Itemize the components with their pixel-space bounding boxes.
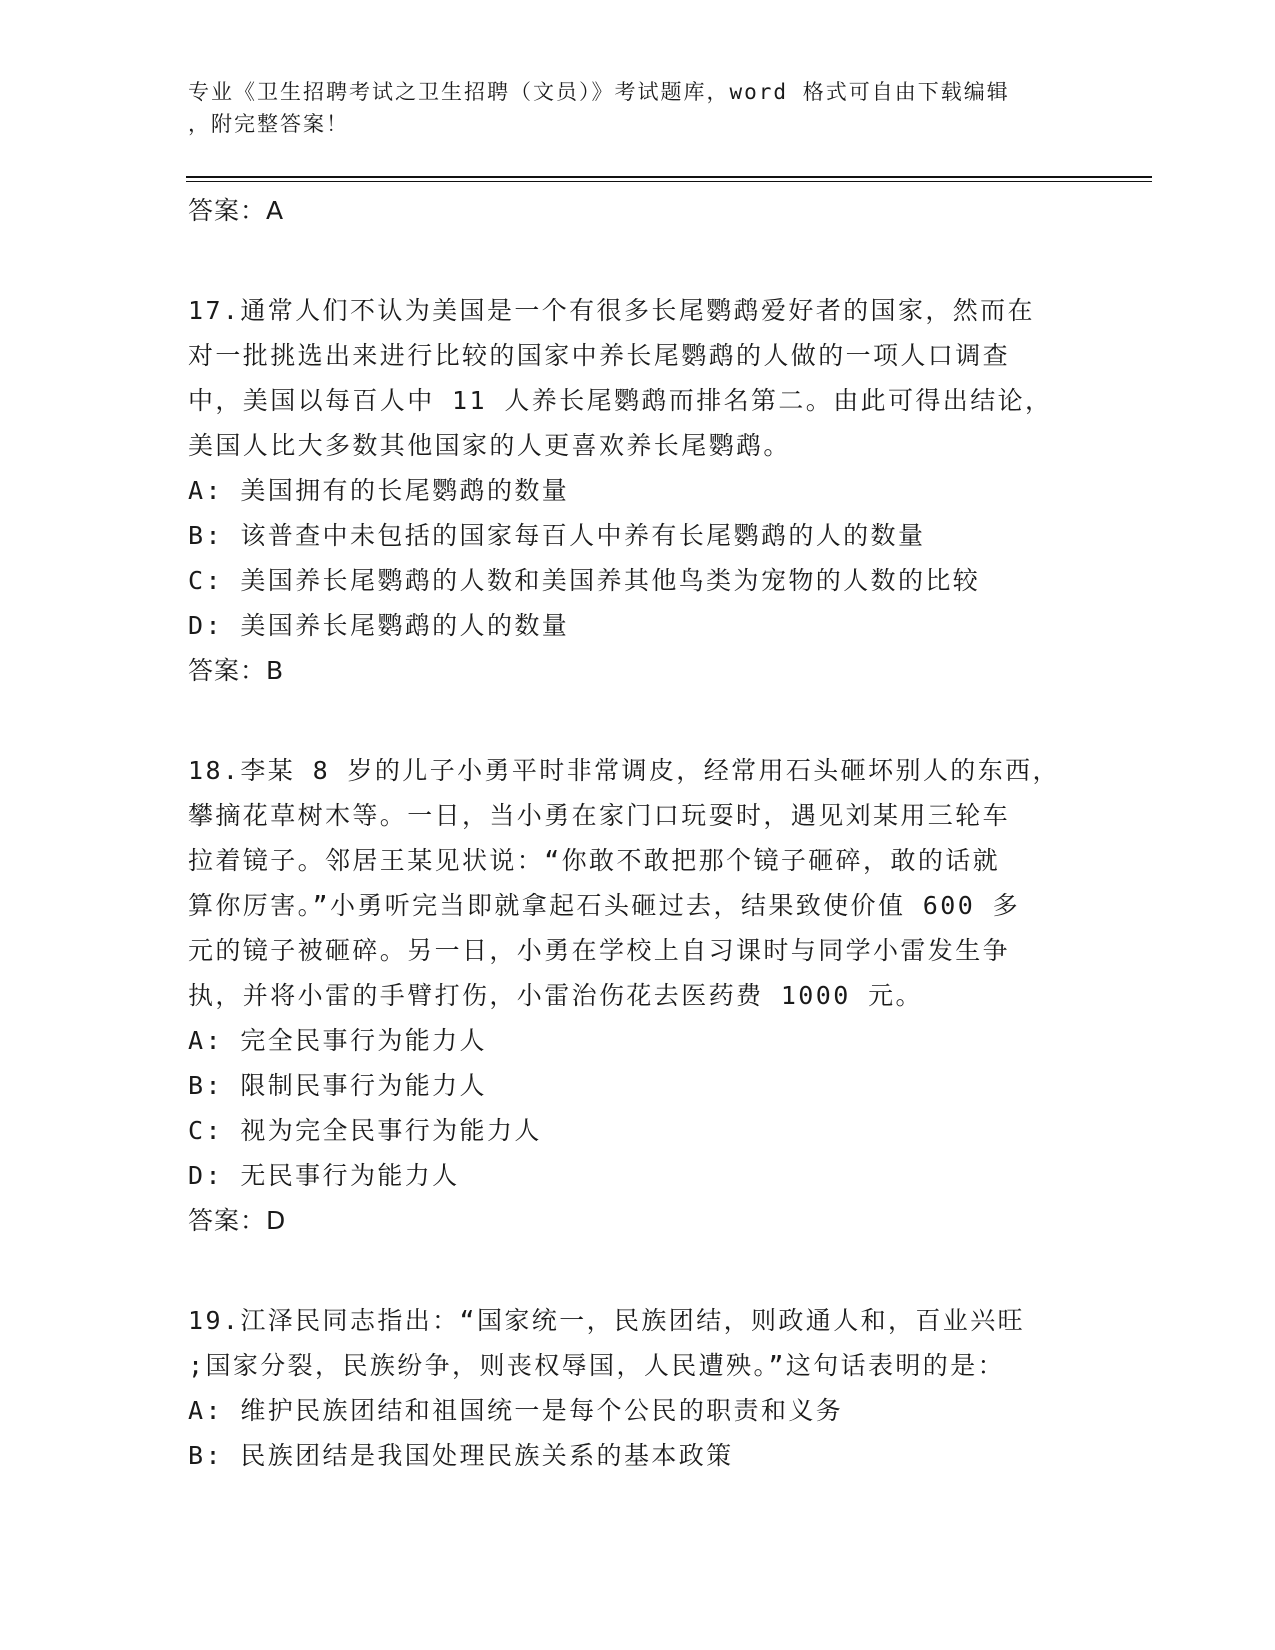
answer-17: 答案：B	[188, 656, 285, 685]
question-stem-line: 美国人比大多数其他国家的人更喜欢养长尾鹦鹉。	[188, 431, 791, 460]
option-d: D: 美国养长尾鹦鹉的人的数量	[188, 611, 570, 640]
question-stem-line: ;国家分裂，民族纷争，则丧权辱国，人民遭殃。”这句话表明的是：	[188, 1351, 1006, 1380]
question-19	[188, 1298, 1088, 1478]
question-list	[188, 188, 1088, 1478]
question-stem-line: 18.李某 8 岁的儿子小勇平时非常调皮，经常用石头砸坏别人的东西，	[188, 756, 1060, 785]
option-a: A: 美国拥有的长尾鹦鹉的数量	[188, 476, 570, 505]
answer-18: 答案：D	[188, 1206, 287, 1235]
question-stem-line: 19.江泽民同志指出：“国家统一，民族团结，则政通人和，百业兴旺	[188, 1306, 1026, 1335]
option-b: B: 该普查中未包括的国家每百人中养有长尾鹦鹉的人的数量	[188, 521, 926, 550]
option-d: D: 无民事行为能力人	[188, 1161, 460, 1190]
option-c: C: 视为完全民事行为能力人	[188, 1116, 542, 1145]
question-stem-line: 对一批挑选出来进行比较的国家中养长尾鹦鹉的人做的一项人口调查	[188, 341, 1011, 370]
option-b: B: 民族团结是我国处理民族关系的基本政策	[188, 1441, 734, 1470]
question-stem-line: 元的镜子被砸碎。另一日，小勇在学校上自习课时与同学小雷发生争	[188, 936, 1011, 965]
option-c: C: 美国养长尾鹦鹉的人数和美国养其他鸟类为宠物的人数的比较	[188, 566, 981, 595]
question-stem-line: 执，并将小雷的手臂打伤，小雷治伤花去医药费 1000 元。	[188, 981, 923, 1010]
question-stem-line: 17.通常人们不认为美国是一个有很多长尾鹦鹉爱好者的国家，然而在	[188, 296, 1035, 325]
header-rule-thin	[186, 181, 1152, 182]
question-stem-line: 算你厉害。”小勇听完当即就拿起石头砸过去，结果致使价值 600 多	[188, 891, 1021, 920]
question-stem-line: 攀摘花草树木等。一日，当小勇在家门口玩耍时，遇见刘某用三轮车	[188, 801, 1011, 830]
page-header: 专业《卫生招聘考试之卫生招聘（文员）》考试题库，word 格式可自由下载编辑 ，附完整答案！	[188, 80, 1010, 136]
question-17	[188, 288, 1088, 693]
option-a: A: 完全民事行为能力人	[188, 1026, 487, 1055]
previous-answer: 答案：A	[188, 196, 285, 225]
question-18	[188, 748, 1088, 1243]
option-a: A: 维护民族团结和祖国统一是每个公民的职责和义务	[188, 1396, 844, 1425]
header-rule-thick	[186, 176, 1152, 178]
question-stem-line: 中，美国以每百人中 11 人养长尾鹦鹉而排名第二。由此可得出结论，	[188, 386, 1053, 415]
option-b: B: 限制民事行为能力人	[188, 1071, 487, 1100]
question-stem-line: 拉着镜子。邻居王某见状说：“你敢不敢把那个镜子砸碎，敢的话就	[188, 846, 1001, 875]
